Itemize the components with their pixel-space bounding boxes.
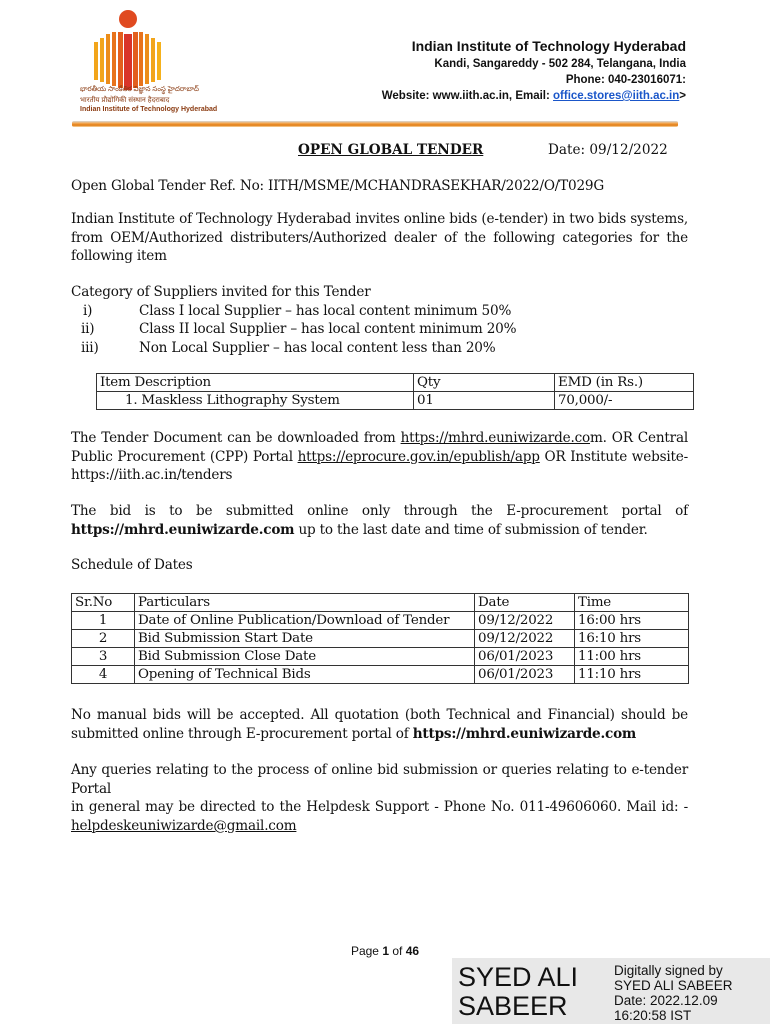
table-cell: 1. Maskless Lithography System <box>97 392 414 410</box>
table-header-cell: Time <box>575 594 689 612</box>
submit-url: https://mhrd.euniwizarde.com <box>71 521 295 538</box>
list-number: i) <box>83 302 93 319</box>
signer-name <box>458 963 578 1021</box>
queries-line-2: in general may be directed to the Helpdesk Support - Phone No. 011-49606060. Mail id: - <box>71 799 688 816</box>
table-row <box>72 648 689 666</box>
download-line-2 <box>71 448 688 467</box>
iith-logo-emblem-icon <box>72 8 192 98</box>
table-cell: Opening of Technical Bids <box>135 666 475 684</box>
digital-signature-box[interactable] <box>452 958 770 1024</box>
signature-time: 16:20:58 IST <box>614 1008 692 1023</box>
table-header-cell: Qty <box>414 374 555 392</box>
signer-name-line-2: SABEER <box>458 991 568 1021</box>
list-text: Class II local Supplier – has local content minimum 20% <box>139 321 517 338</box>
download-text: m. OR Central <box>589 430 689 446</box>
table-cell: 16:10 hrs <box>575 630 689 648</box>
manual-text: submitted online through E-procurement portal of <box>71 725 413 742</box>
address-line: Kandi, Sangareddy - 502 284, Telangana, India <box>434 58 686 70</box>
letterhead-address <box>382 38 686 102</box>
page-title: OPEN GLOBAL TENDER <box>298 142 484 158</box>
table-cell: 11:10 hrs <box>575 666 689 684</box>
download-text: Public Procurement (CPP) Portal <box>71 448 298 465</box>
page-total: 46 <box>405 944 420 958</box>
email-suffix: > <box>679 90 686 102</box>
submit-paragraph <box>71 502 688 539</box>
table-header-cell: Sr.No <box>72 594 135 612</box>
table-header-cell: Item Description <box>97 374 414 392</box>
header-divider <box>72 121 678 127</box>
table-cell: 1 <box>72 612 135 630</box>
queries-line-1: Any queries relating to the process of online bid submission or queries relating to e-tender Portal <box>71 762 688 797</box>
table-cell: 09/12/2022 <box>475 612 575 630</box>
list-item <box>71 302 688 321</box>
table-cell: 2 <box>72 630 135 648</box>
table-header-row <box>72 594 689 612</box>
list-item <box>71 320 688 339</box>
signer-name-line-1: SYED ALI <box>458 962 579 992</box>
table-cell: 09/12/2022 <box>475 630 575 648</box>
page-number <box>0 944 770 958</box>
download-text: The Tender Document can be downloaded from <box>71 430 401 446</box>
euniwizarde-link[interactable]: https://mhrd.euniwizarde.co <box>400 430 590 446</box>
signature-date: Date: 2022.12.09 <box>614 993 718 1008</box>
website-text: Website: www.iith.ac.in, Email: <box>381 90 554 102</box>
table-row <box>72 630 689 648</box>
table-cell: 4 <box>72 666 135 684</box>
logo-text-hindi: भारतीय प्रौद्योगिकी संस्थान हैदराबाद <box>80 97 170 104</box>
list-text: Non Local Supplier – has local content less than 20% <box>139 339 496 356</box>
helpdesk-email-link[interactable]: helpdeskeuniwizarde@gmail.com <box>71 817 297 834</box>
table-row <box>72 612 689 630</box>
manual-bids-paragraph <box>71 706 688 743</box>
download-line-1 <box>71 429 688 448</box>
page-prefix: Page <box>350 944 383 958</box>
category-heading: Category of Suppliers invited for this Tender <box>71 284 371 300</box>
intro-line-1: Indian Institute of Technology Hyderabad invites online bids (e-tender) in two bids systems, <box>71 211 688 227</box>
signature-details <box>614 963 733 1023</box>
submit-text: up to the last date and time of submission of tender. <box>294 521 648 538</box>
schedule-table <box>71 593 689 684</box>
intro-line-3: following item <box>71 248 167 265</box>
email-link[interactable]: office.stores@iith.ac.in <box>553 90 680 102</box>
category-section <box>71 283 688 357</box>
table-cell: Bid Submission Start Date <box>135 630 475 648</box>
manual-url: https://mhrd.euniwizarde.com <box>412 725 637 742</box>
logo-text-telugu: భారతీయ సాంకేతిక విజ్ఞాన సంస్థ హైదరాబాద్ <box>80 86 199 93</box>
intro-paragraph <box>71 210 688 266</box>
phone-line: Phone: 040-23016071: <box>565 74 686 86</box>
table-cell: Bid Submission Close Date <box>135 648 475 666</box>
schedule-heading: Schedule of Dates <box>71 557 193 573</box>
table-header-row <box>97 374 694 392</box>
signature-name: SYED ALI SABEER <box>614 978 733 993</box>
table-row <box>72 666 689 684</box>
queries-paragraph <box>71 761 688 835</box>
table-header-cell: EMD (in Rs.) <box>555 374 694 392</box>
list-item <box>71 339 688 358</box>
download-line-3: https://iith.ac.in/tenders <box>71 467 233 484</box>
table-cell: 06/01/2023 <box>475 666 575 684</box>
table-header-cell: Particulars <box>135 594 475 612</box>
website-line <box>382 90 686 102</box>
table-cell: Date of Online Publication/Download of Tender <box>135 612 475 630</box>
logo-text-english: Indian Institute of Technology Hyderabad <box>80 106 218 113</box>
eprocure-link[interactable]: https://eprocure.gov.in/epublish/app <box>297 448 540 465</box>
tender-ref: Open Global Tender Ref. No: IITH/MSME/MCHANDRASEKHAR/2022/O/T029G <box>71 178 605 194</box>
item-table <box>96 373 694 410</box>
list-text: Class I local Supplier – has local content minimum 50% <box>139 302 512 319</box>
table-cell: 16:00 hrs <box>575 612 689 630</box>
manual-line-1: No manual bids will be accepted. All quotation (both Technical and Financial) should be <box>71 707 688 723</box>
download-text: OR Institute website- <box>539 448 688 465</box>
intro-line-2: from OEM/Authorized distributers/Authorized dealer of the following categories for the <box>71 229 688 246</box>
table-row <box>97 392 694 410</box>
table-header-cell: Date <box>475 594 575 612</box>
table-cell: 70,000/- <box>555 392 694 410</box>
submit-line-2 <box>71 521 688 540</box>
iith-logo <box>72 8 218 120</box>
page-of: of <box>389 944 406 958</box>
signature-label: Digitally signed by <box>614 963 723 978</box>
download-paragraph <box>71 429 688 485</box>
manual-line-2 <box>71 725 688 744</box>
institute-name: Indian Institute of Technology Hyderabad <box>411 38 686 54</box>
page-current: 1 <box>382 944 389 958</box>
list-number: ii) <box>81 321 95 338</box>
table-cell: 11:00 hrs <box>575 648 689 666</box>
tender-date: Date: 09/12/2022 <box>548 142 668 158</box>
submit-line-1: The bid is to be submitted online only through the E-procurement portal of <box>71 503 688 519</box>
list-number: iii) <box>81 339 99 356</box>
table-cell: 3 <box>72 648 135 666</box>
table-cell: 06/01/2023 <box>475 648 575 666</box>
table-cell: 01 <box>414 392 555 410</box>
